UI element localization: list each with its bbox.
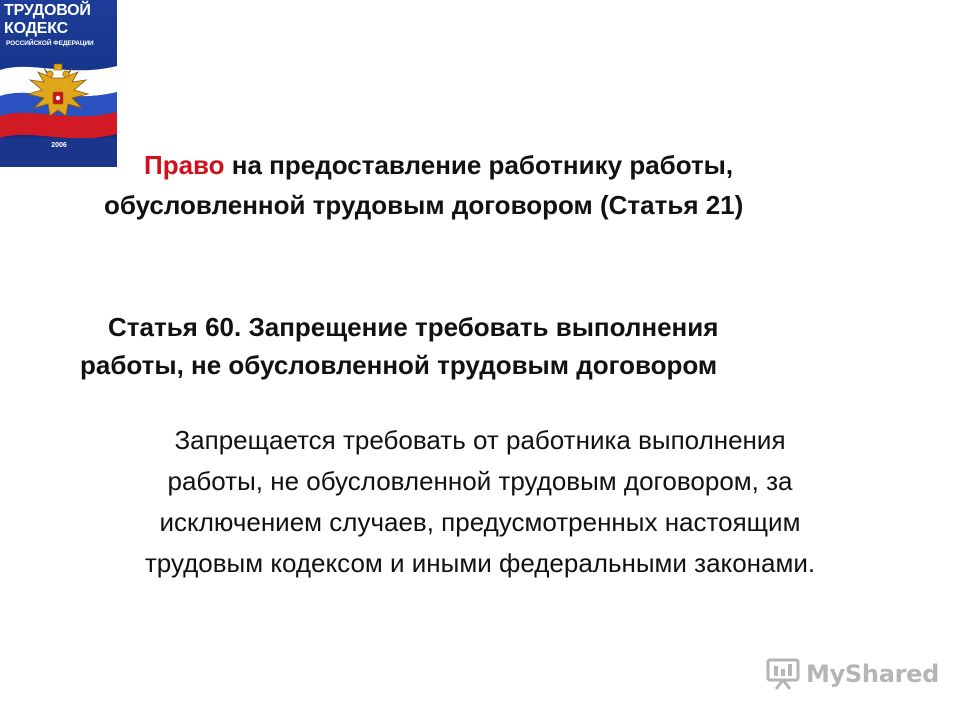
article-body-line: Запрещается требовать от работника выполнения bbox=[174, 425, 786, 455]
presentation-board-icon bbox=[766, 657, 800, 691]
article-body-line: исключением случаев, предусмотренных настоящим bbox=[159, 507, 801, 537]
slide-heading bbox=[104, 145, 924, 225]
cover-title: ТРУДОВОЙ КОДЕКС bbox=[4, 2, 91, 37]
heading-line-1 bbox=[104, 145, 924, 185]
heading-line-2: обусловленной трудовым договором (Статья 21) bbox=[104, 190, 744, 220]
cover-year: 2006 bbox=[51, 142, 67, 149]
heading-line-1-text: на предоставление работнику работы, bbox=[224, 150, 734, 180]
article-body bbox=[40, 420, 920, 584]
cover-subtitle: РОССИЙСКОЙ ФЕДЕРАЦИИ bbox=[6, 40, 94, 47]
watermark-text: MyShared bbox=[806, 660, 939, 688]
heading-accent-word: Право bbox=[144, 150, 225, 180]
article-body-line: работы, не обусловленной трудовым договором, за bbox=[167, 466, 793, 496]
article-title bbox=[80, 308, 900, 384]
article-title-line-1: Статья 60. Запрещение требовать выполнения bbox=[108, 312, 719, 342]
article-title-line-2: работы, не обусловленной трудовым договором bbox=[80, 350, 718, 380]
article-body-line: трудовым кодексом и иными федеральными законами. bbox=[144, 548, 816, 578]
myshared-watermark bbox=[766, 654, 939, 694]
book-cover-image bbox=[0, 0, 117, 167]
